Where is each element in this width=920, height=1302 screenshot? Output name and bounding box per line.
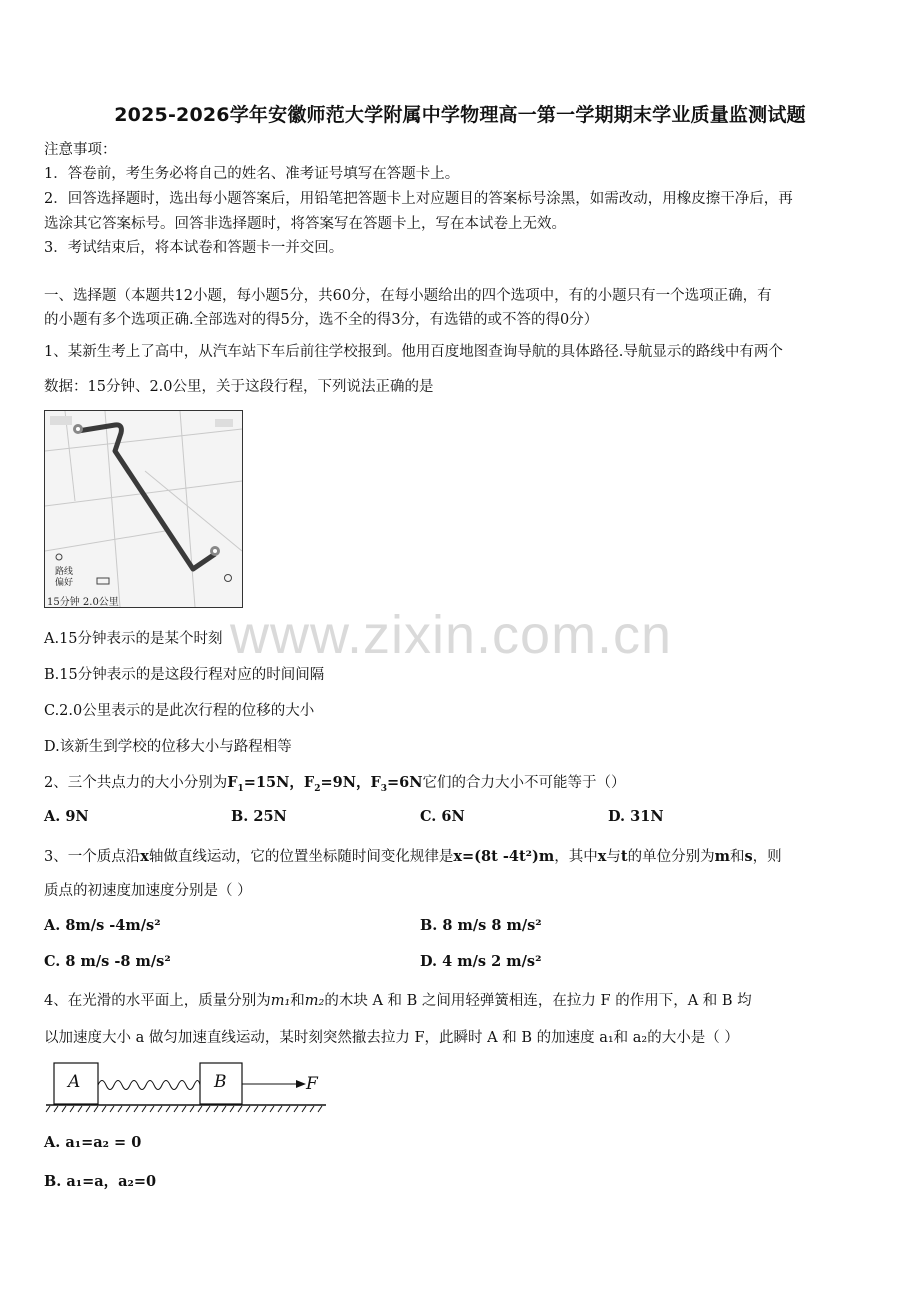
section-1-line-2: 的小题有多个选项正确.全部选对的得5分，选不全的得3分，有选错的或不答的得0分） <box>44 312 599 328</box>
q2-option-d: D. 31N <box>608 808 664 825</box>
q3-unit-m: m <box>714 848 730 865</box>
q1-stem-line-1: 1、某新生考上了高中，从汽车站下车后前往学校报到。他用百度地图查询导航的具体路径.导航显示的路线中有两个 <box>44 344 783 360</box>
q4-stem-line-2: 以加速度大小 a 做匀加速直线运动，某时刻突然撤去拉力 F，此瞬时 A 和 B 的加速度 a₁和 a₂的大小是（ ） <box>44 1030 739 1046</box>
q1-option-a: A.15分钟表示的是某个时刻 <box>44 631 223 647</box>
notice-item-2: 2．回答选择题时，选出每小题答案后，用铅笔把答题卡上对应题目的答案标号涂黑，如需改动，用橡皮擦干净后，再 <box>44 191 793 207</box>
q4-spring-diagram <box>44 1060 334 1120</box>
q3-option-b: B. 8 m/s 8 m/s² <box>420 917 542 934</box>
page-title: 2025-2026学年安徽师范大学附属中学物理高一第一学期期末学业质量监测试题 <box>114 104 806 126</box>
q1-option-d: D.该新生到学校的位移大小与路程相等 <box>44 739 292 755</box>
q3-text: ，则 <box>752 849 782 865</box>
q2-stem-prefix: 2、三个共点力的大小分别为 <box>44 775 228 791</box>
q3-stem-line-2: 质点的初速度加速度分别是（ ） <box>44 883 252 899</box>
q1-map-figure <box>44 410 243 608</box>
notice-item-3: 3．考试结束后，将本试卷和答题卡一并交回。 <box>44 240 344 256</box>
force-f-label: F <box>306 1074 318 1094</box>
q1-option-b: B.15分钟表示的是这段行程对应的时间间隔 <box>44 667 325 683</box>
q4-text: 4、在光滑的水平面上，质量分别为 <box>44 993 271 1009</box>
q3-stem-line-1 <box>44 845 782 866</box>
q4-option-a: A. a₁=a₂ = 0 <box>44 1134 142 1151</box>
q2-option-a: A. 9N <box>44 808 89 825</box>
q3-text: 3、一个质点沿 <box>44 849 141 865</box>
q3-option-a: A. 8m/s -4m/s² <box>44 917 161 934</box>
q1-option-c: C.2.0公里表示的是此次行程的位移的大小 <box>44 703 315 719</box>
q4-text: 的木块 A 和 B 之间用轻弹簧相连，在拉力 F 的作用下，A 和 B 均 <box>324 993 752 1009</box>
q4-text: 和 <box>290 993 305 1009</box>
section-1-line-1: 一、选择题（本题共12小题，每小题5分，共60分，在每小题给出的四个选项中，有的小题只有一个选项正确，有 <box>44 288 772 304</box>
block-a-label: A <box>68 1072 81 1092</box>
q3-text: 的单位分别为 <box>627 849 715 865</box>
q2-stem-suffix: 它们的合力大小不可能等于（） <box>422 775 626 791</box>
q1-stem-line-2: 数据：15分钟、2.0公里，关于这段行程，下列说法正确的是 <box>44 379 434 395</box>
q3-text: 轴做直线运动，它的位置坐标随时间变化规律是 <box>148 849 454 865</box>
q3-text: 与 <box>606 849 621 865</box>
q3-var-t: t <box>620 848 628 865</box>
notice-heading: 注意事项： <box>44 142 117 158</box>
q4-mass-2: m₂ <box>304 993 325 1009</box>
q3-var-x: x <box>140 848 149 865</box>
q2-stem: 2、三个共点力的大小分别为$F_1=15N$，$F_2=9N$，$F_3=6N$它们的合力大小不可能等于（） <box>44 774 626 794</box>
q4-mass-1: m₁ <box>270 993 291 1009</box>
block-b-label: B <box>214 1072 227 1092</box>
watermark: www.zixin.com.cn <box>230 605 673 665</box>
q3-var-x: x <box>597 848 607 865</box>
map-route-drawing <box>45 411 242 607</box>
q4-option-b: B. a₁=a，a₂=0 <box>44 1173 157 1190</box>
q2-option-c: C. 6N <box>420 808 465 825</box>
map-route-preference-label: 路线 偏好 <box>55 567 74 588</box>
q3-text: ，其中 <box>554 849 598 865</box>
notice-item-2-cont: 选涂其它答案标号。回答非选择题时，将答案写在答题卡上，写在本试卷上无效。 <box>44 216 566 232</box>
notice-item-1: 1．答卷前，考生务必将自己的姓名、准考证号填写在答题卡上。 <box>44 166 460 182</box>
q3-option-d: D. 4 m/s 2 m/s² <box>420 953 542 970</box>
map-caption: 15分钟 2.0公里 <box>47 597 119 608</box>
q3-formula: x=(8t -4t²)m <box>453 848 555 865</box>
q2-option-b: B. 25N <box>231 808 287 825</box>
q3-option-c: C. 8 m/s -8 m/s² <box>44 953 171 970</box>
q3-unit-s: s <box>744 848 753 865</box>
q4-stem-line-1 <box>44 989 752 1010</box>
q3-text: 和 <box>729 849 745 865</box>
spring-diagram-drawing <box>44 1060 334 1120</box>
